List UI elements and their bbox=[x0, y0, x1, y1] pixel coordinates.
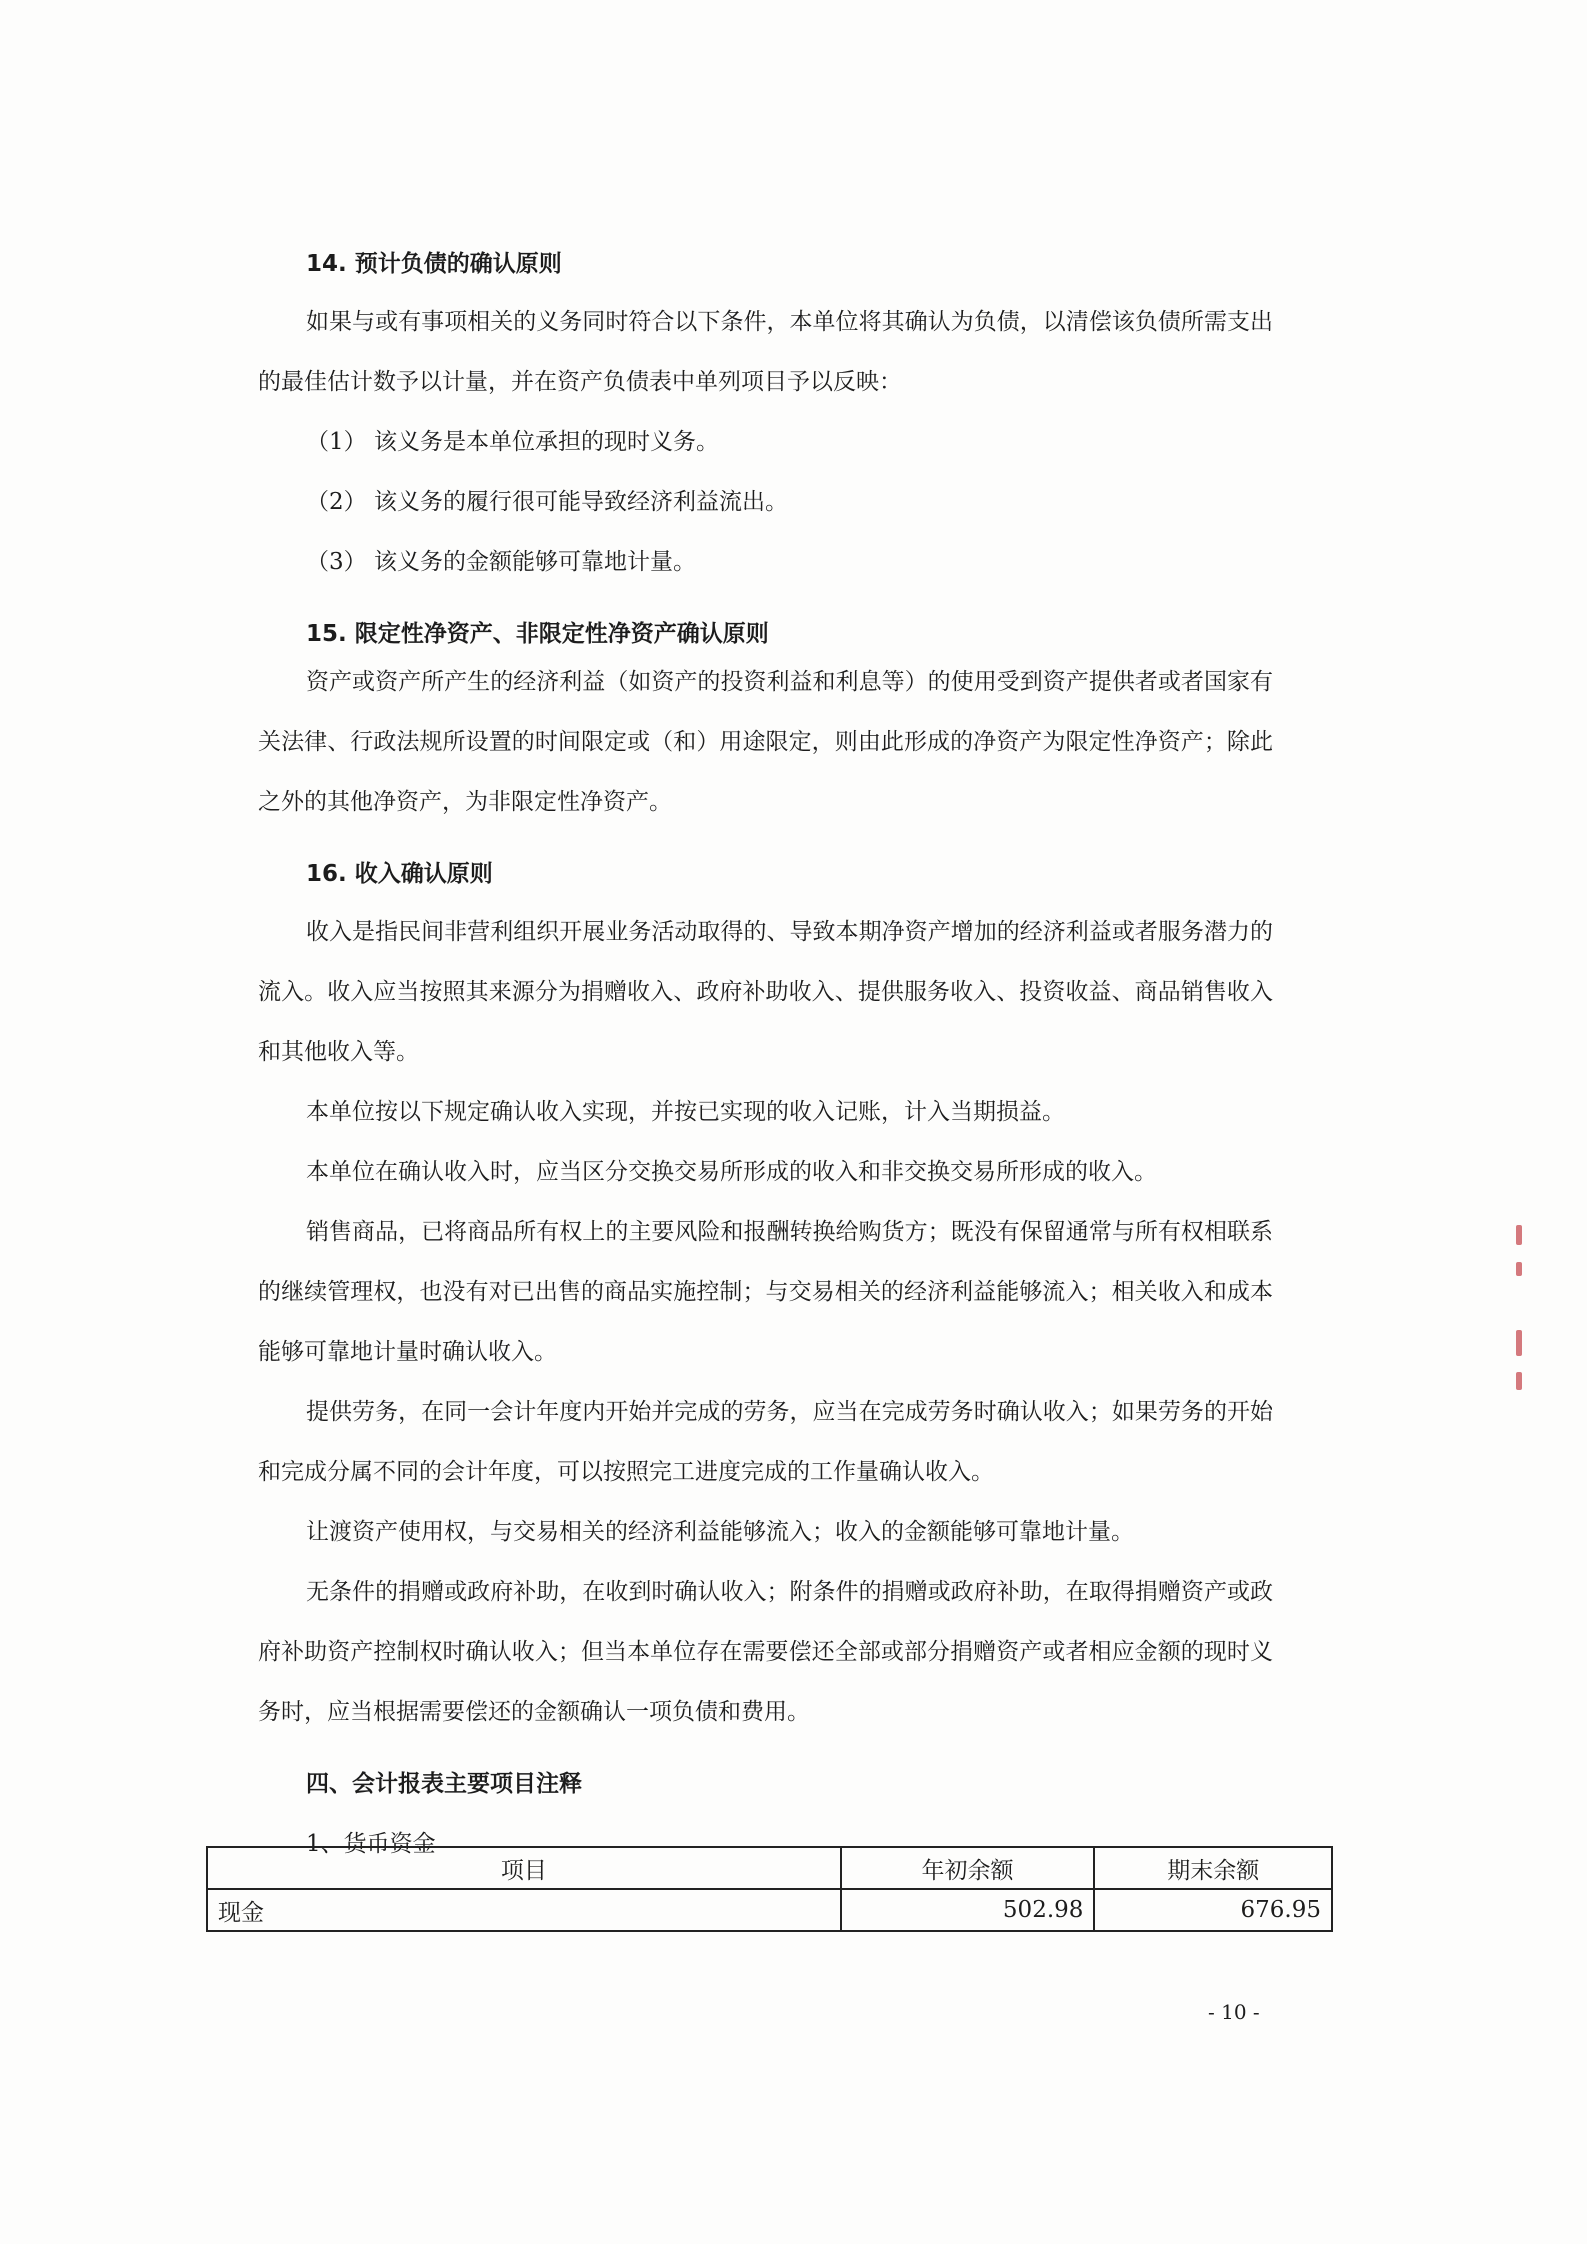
cash-table bbox=[206, 1846, 1333, 1932]
cell-opening-balance: 502.98 bbox=[841, 1889, 1095, 1931]
header-item: 项目 bbox=[207, 1847, 841, 1889]
page-number: - 10 - bbox=[1208, 2000, 1260, 2024]
cell-item: 现金 bbox=[207, 1889, 841, 1931]
cell-closing-balance: 676.95 bbox=[1094, 1889, 1332, 1931]
list-item: （1） 该义务是本单位承担的现时义务。 bbox=[306, 429, 719, 455]
table-title: 1、货币资金 bbox=[306, 1831, 436, 1857]
paragraph: 资产或资产所产生的经济利益（如资产的投资利益和利息等）的使用受到资产提供者或者国家有关法律、行政法规所设置的时间限定或（和）用途限定，则由此形成的净资产为限定性净资产；除此之外的其他净资产，为非限定性净资产。 bbox=[258, 669, 1273, 815]
paragraph: 本单位在确认收入时，应当区分交换交易所形成的收入和非交换交易所形成的收入。 bbox=[306, 1159, 1157, 1185]
section-heading-16: 16. 收入确认原则 bbox=[306, 861, 493, 887]
document-body bbox=[258, 246, 1273, 1862]
paragraph: 无条件的捐赠或政府补助，在收到时确认收入；附条件的捐赠或政府补助，在取得捐赠资产或政府补助资产控制权时确认收入；但当本单位存在需要偿还全部或部分捐赠资产或者相应金额的现时义务时，应当根据需要偿还的金额确认一项负债和费用。 bbox=[258, 1579, 1273, 1725]
edge-stamp-mark bbox=[1516, 1330, 1522, 1356]
header-closing-balance: 期末余额 bbox=[1094, 1847, 1332, 1889]
paragraph: 收入是指民间非营利组织开展业务活动取得的、导致本期净资产增加的经济利益或者服务潜力的流入。收入应当按照其来源分为捐赠收入、政府补助收入、提供服务收入、投资收益、商品销售收入和其他收入等。 bbox=[258, 919, 1273, 1065]
paragraph: 销售商品，已将商品所有权上的主要风险和报酬转换给购货方；既没有保留通常与所有权相联系的继续管理权，也没有对已出售的商品实施控制；与交易相关的经济利益能够流入；相关收入和成本能够可靠地计量时确认收入。 bbox=[258, 1219, 1273, 1365]
edge-stamp-mark bbox=[1516, 1262, 1522, 1276]
section-heading-notes: 四、会计报表主要项目注释 bbox=[306, 1771, 582, 1797]
list-item: （2） 该义务的履行很可能导致经济利益流出。 bbox=[306, 489, 788, 515]
list-item: （3） 该义务的金额能够可靠地计量。 bbox=[306, 549, 696, 575]
paragraph: 本单位按以下规定确认收入实现，并按已实现的收入记账，计入当期损益。 bbox=[306, 1099, 1065, 1125]
header-opening-balance: 年初余额 bbox=[841, 1847, 1095, 1889]
section-heading-15: 15. 限定性净资产、非限定性净资产确认原则 bbox=[306, 621, 769, 647]
edge-stamp-mark bbox=[1516, 1225, 1522, 1245]
table-row bbox=[207, 1889, 1332, 1931]
paragraph: 提供劳务，在同一会计年度内开始并完成的劳务，应当在完成劳务时确认收入；如果劳务的开始和完成分属不同的会计年度，可以按照完工进度完成的工作量确认收入。 bbox=[258, 1399, 1273, 1485]
paragraph: 如果与或有事项相关的义务同时符合以下条件，本单位将其确认为负债，以清偿该负债所需支出的最佳估计数予以计量，并在资产负债表中单列项目予以反映： bbox=[258, 309, 1273, 395]
paragraph: 让渡资产使用权，与交易相关的经济利益能够流入；收入的金额能够可靠地计量。 bbox=[306, 1519, 1134, 1545]
edge-stamp-mark bbox=[1516, 1372, 1522, 1390]
section-heading-14: 14. 预计负债的确认原则 bbox=[306, 251, 562, 277]
table-header-row bbox=[207, 1847, 1332, 1889]
